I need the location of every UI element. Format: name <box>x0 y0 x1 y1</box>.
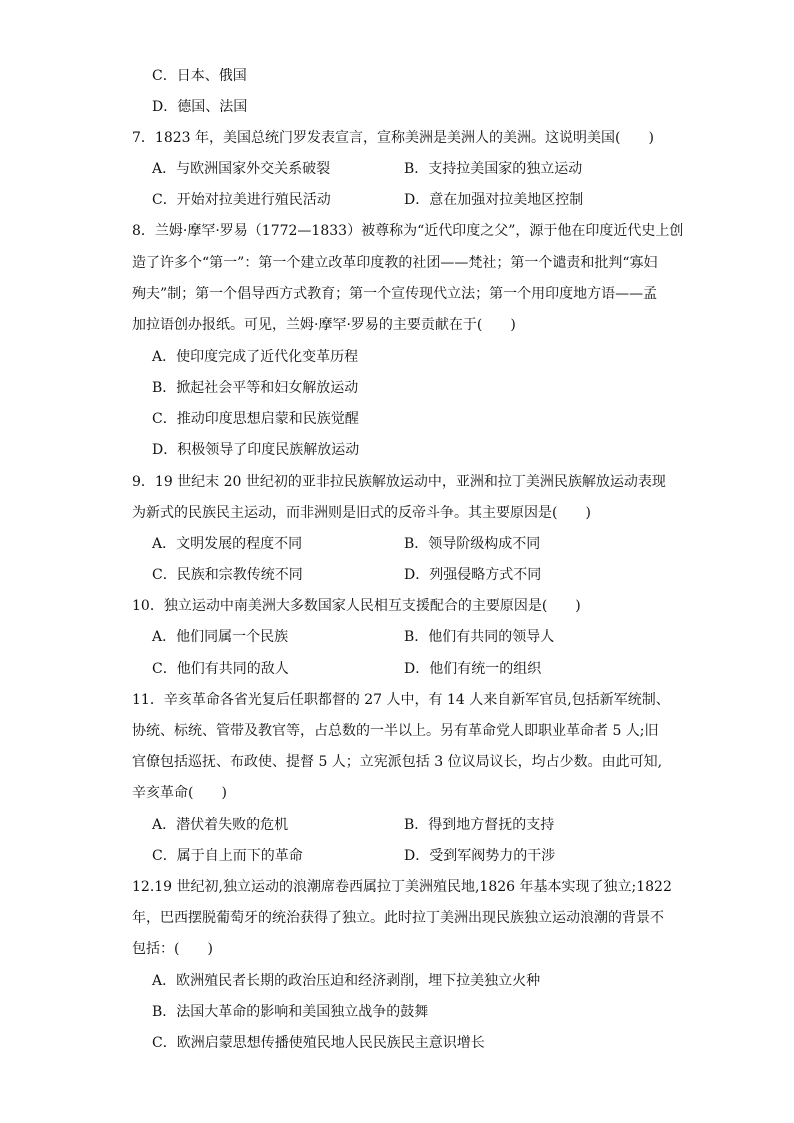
q10-option-c: C．他们有共同的敌人 <box>152 661 289 677</box>
q11-stem-line-2: 协统、标统、管带及教官等，占总数的一半以上。另有革命党人即职业革命者 5 人;旧 <box>132 723 659 739</box>
q7-option-a: A．与欧洲国家外交关系破裂 <box>152 161 331 177</box>
q7-option-d: D．意在加强对拉美地区控制 <box>404 192 584 208</box>
q8-stem-line-2: 造了许多个“第一”：第一个建立改革印度教的社团——梵社；第一个谴责和批判“寡妇 <box>132 255 658 271</box>
q10-option-a: A．他们同属一个民族 <box>152 629 289 645</box>
q11-option-c: C．属于自上而下的革命 <box>152 848 303 864</box>
q12-stem-line-3: 包括：( ) <box>132 941 213 957</box>
q9-stem-line-1: 9．19 世纪末 20 世纪初的亚非拉民族解放运动中，亚洲和拉丁美洲民族解放运动表现 <box>132 474 666 490</box>
q9-option-c: C．民族和宗教传统不同 <box>152 567 303 583</box>
q12-stem-line-2: 年，巴西摆脱葡萄牙的统治获得了独立。此时拉丁美洲出现民族独立运动浪潮的背景不 <box>132 910 664 926</box>
q8-option-c: C．推动印度思想启蒙和民族觉醒 <box>152 411 359 427</box>
q8-option-b: B．掀起社会平等和妇女解放运动 <box>152 380 359 396</box>
q12-option-b: B．法国大革命的影响和美国独立战争的鼓舞 <box>152 1004 429 1020</box>
q10-option-d: D．他们有统一的组织 <box>404 661 542 677</box>
q11-stem-line-1: 11．辛亥革命各省光复后任职都督的 27 人中，有 14 人来自新军官员,包括新军统制、 <box>132 692 670 708</box>
q9-option-b: B．领导阶级构成不同 <box>404 536 541 552</box>
q6-option-c: C．日本、俄国 <box>152 68 247 84</box>
q7-stem: 7．1823 年，美国总统门罗发表宣言，宣称美洲是美洲人的美洲。这说明美国( ) <box>132 130 654 146</box>
q11-option-a: A．潜伏着失败的危机 <box>152 817 289 833</box>
q11-stem-line-4: 辛亥革命( ) <box>132 785 227 801</box>
q7-option-b: B．支持拉美国家的独立运动 <box>404 161 583 177</box>
q10-option-b: B．他们有共同的领导人 <box>404 629 555 645</box>
q12-stem-line-1: 12.19 世纪初,独立运动的浪潮席卷西属拉丁美洲殖民地,1826 年基本实现了独立;1822 <box>132 879 672 895</box>
q8-option-a: A．使印度完成了近代化变革历程 <box>152 349 359 365</box>
q12-option-a: A．欧洲殖民者长期的政治压迫和经济剥削，埋下拉美独立火种 <box>152 973 541 989</box>
q9-option-a: A．文明发展的程度不同 <box>152 536 303 552</box>
q12-option-c: C．欧洲启蒙思想传播使殖民地人民民族民主意识增长 <box>152 1035 485 1051</box>
q11-stem-line-3: 官僚包括巡抚、布政使、提督 5 人；立宪派包括 3 位议局议长，均占少数。由此可知, <box>132 754 663 770</box>
q8-stem-line-1: 8．兰姆·摩罕·罗易（1772—1833）被尊称为“近代印度之父”，源于他在印度近代史上创 <box>132 223 684 239</box>
q9-stem-line-2: 为新式的民族民主运动，而非洲则是旧式的反帝斗争。其主要原因是( ) <box>132 505 591 521</box>
q9-option-d: D．列强侵略方式不同 <box>404 567 542 583</box>
q6-option-d: D．德国、法国 <box>152 99 248 115</box>
q7-option-c: C．开始对拉美进行殖民活动 <box>152 192 331 208</box>
q8-stem-line-4: 加拉语创办报纸。可见，兰姆·摩罕·罗易的主要贡献在于( ) <box>132 317 516 333</box>
q11-option-d: D．受到军阀势力的干涉 <box>404 848 556 864</box>
q8-option-d: D．积极领导了印度民族解放运动 <box>152 442 360 458</box>
q11-option-b: B．得到地方督抚的支持 <box>404 817 555 833</box>
q10-stem: 10．独立运动中南美洲大多数国家人民相互支援配合的主要原因是( ) <box>132 598 581 614</box>
q8-stem-line-3: 殉夫”制；第一个倡导西方式教育；第一个宣传现代立法；第一个用印度地方语——孟 <box>132 286 658 302</box>
